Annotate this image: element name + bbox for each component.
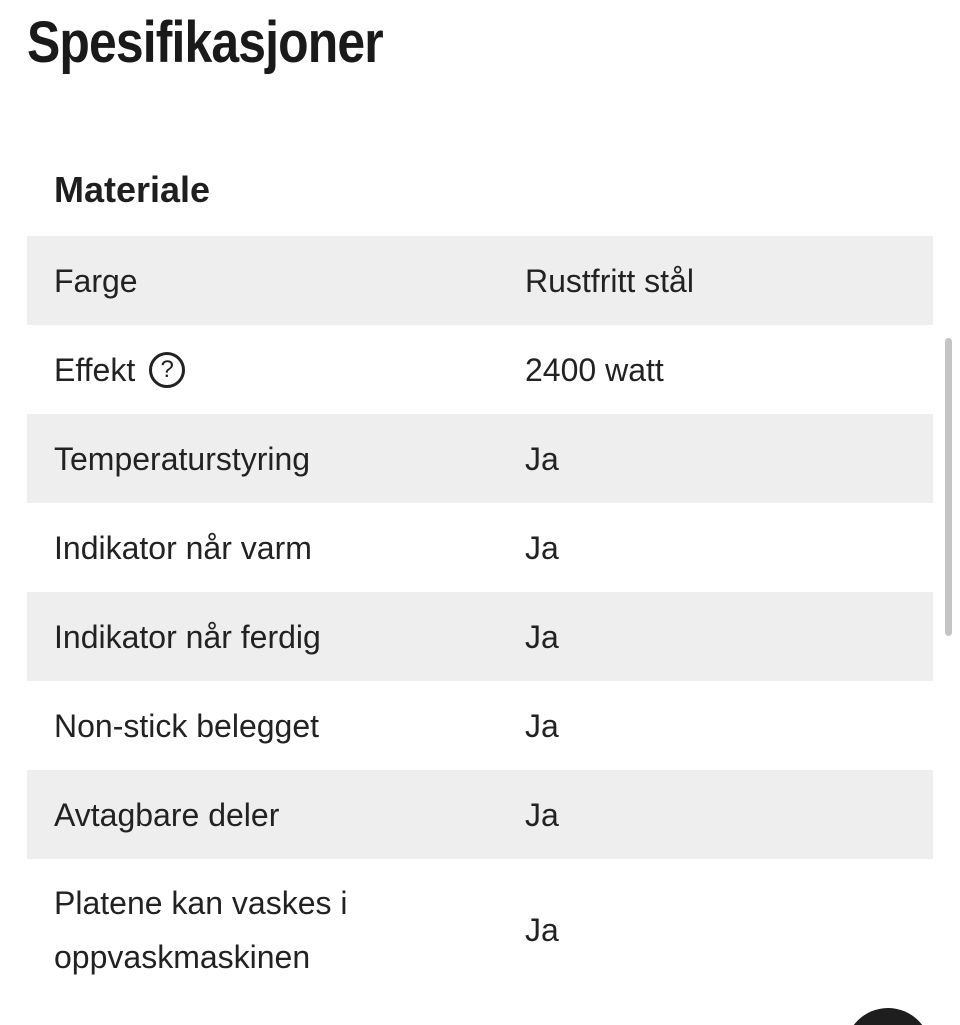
spec-row-temperaturstyring bbox=[27, 414, 933, 503]
spec-row-indikator-ferdig bbox=[27, 592, 933, 681]
spec-table bbox=[27, 236, 933, 1000]
spec-value: Ja bbox=[525, 707, 559, 744]
spec-row-avtagbare-deler bbox=[27, 770, 933, 859]
spec-label: Temperaturstyring bbox=[54, 440, 311, 477]
spec-label: Platene kan vaskes i oppvaskmaskinen bbox=[54, 884, 348, 975]
spec-value: Ja bbox=[525, 618, 559, 655]
spec-row-oppvaskmaskin bbox=[27, 859, 933, 1000]
page-title: Spesifikasjoner bbox=[27, 10, 383, 75]
spec-label: Indikator når varm bbox=[54, 529, 312, 566]
section-title: Materiale bbox=[54, 169, 211, 210]
spec-row-indikator-varm bbox=[27, 503, 933, 592]
spec-value: Ja bbox=[525, 529, 559, 566]
scrollbar[interactable] bbox=[945, 338, 952, 636]
question-circle-icon[interactable]: ? bbox=[149, 352, 185, 388]
spec-label: Farge bbox=[54, 262, 138, 299]
spec-row-effekt bbox=[27, 325, 933, 414]
spec-label: Effekt bbox=[54, 351, 136, 388]
spec-label: Indikator når ferdig bbox=[54, 618, 321, 655]
spec-value: 2400 watt bbox=[525, 351, 664, 388]
spec-label: Non-stick belegget bbox=[54, 707, 320, 744]
spec-row-non-stick bbox=[27, 681, 933, 770]
spec-value: Ja bbox=[525, 796, 559, 833]
spec-value: Rustfritt stål bbox=[525, 262, 694, 299]
spec-value: Ja bbox=[525, 440, 559, 477]
spec-label: Avtagbare deler bbox=[54, 796, 280, 833]
spec-row-farge bbox=[27, 236, 933, 325]
spec-label-cell bbox=[27, 343, 525, 397]
floating-action-button[interactable] bbox=[845, 1008, 931, 1025]
spec-value: Ja bbox=[525, 911, 559, 948]
